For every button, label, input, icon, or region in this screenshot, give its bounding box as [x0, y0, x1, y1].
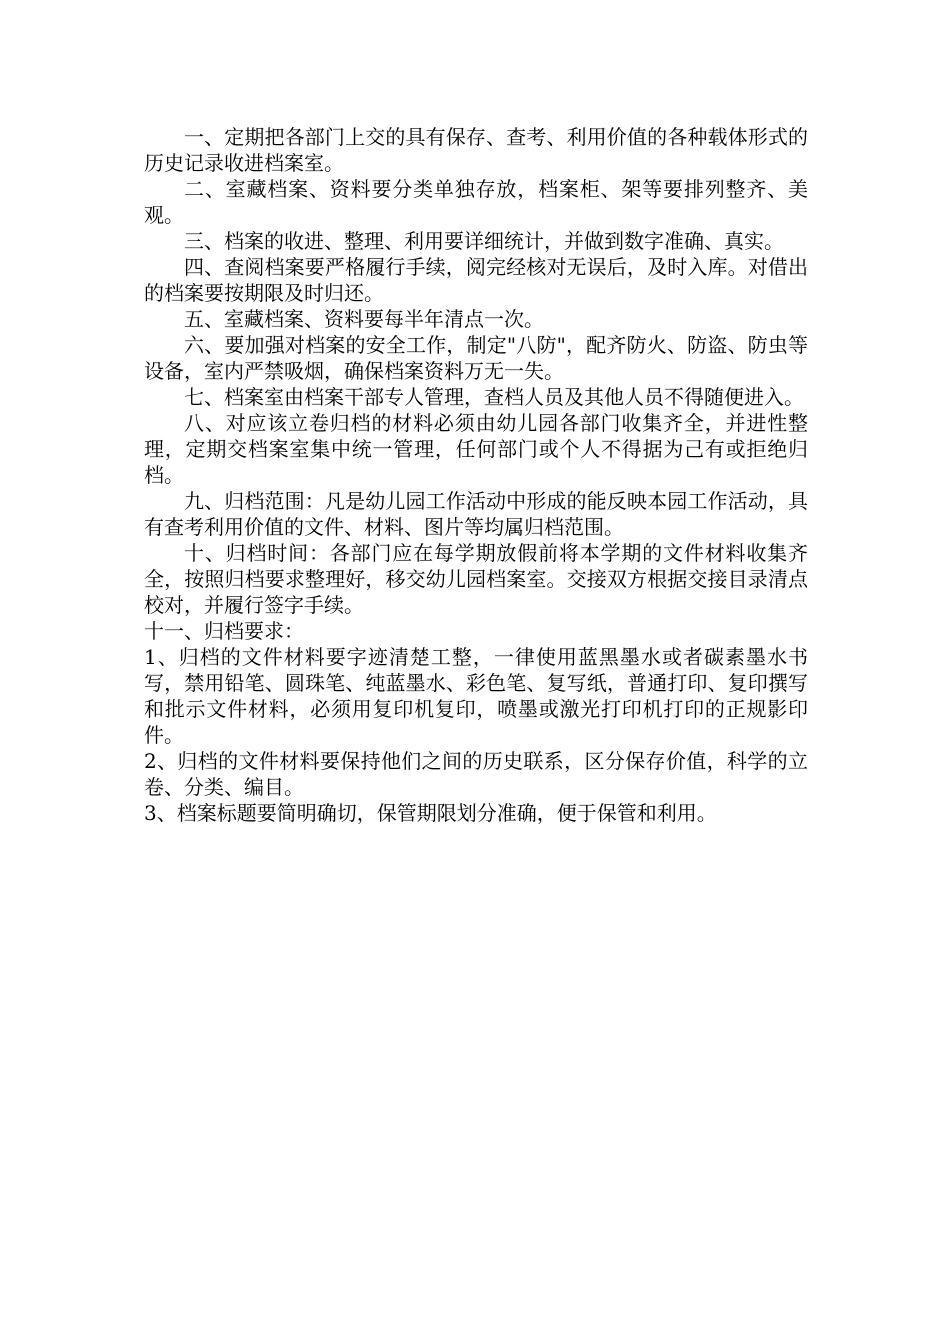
paragraph-4: 四、查阅档案要严格履行手续，阅完经核对无误后，及时入库。对借出的档案要按期限及时归还。 — [144, 255, 808, 305]
paragraph-7: 七、档案室由档案干部专人管理，查档人员及其他人员不得随便进入。 — [184, 385, 804, 409]
requirement-item-3: 3、档案标题要简明确切，保管期限划分准确，便于保管和利用。 — [144, 801, 717, 825]
paragraph-8: 八、对应该立卷归档的材料必须由幼儿园各部门收集齐全，并进性整理，定期交档案室集中统一管理，任何部门或个人不得据为己有或拒绝归档。 — [144, 411, 808, 487]
paragraph-1: 一、定期把各部门上交的具有保存、查考、利用价值的各种载体形式的历史记录收进档案室。 — [144, 125, 808, 175]
document-page — [144, 124, 808, 826]
paragraph-9: 九、归档范围：凡是幼儿园工作活动中形成的能反映本园工作活动，具有查考利用价值的文件、材料、图片等均属归档范围。 — [144, 489, 808, 539]
paragraph-3: 三、档案的收进、整理、利用要详细统计，并做到数字准确、真实。 — [184, 229, 784, 253]
requirement-item-1: 1、归档的文件材料要字迹清楚工整，一律使用蓝黑墨水或者碳素墨水书写，禁用铅笔、圆珠笔、纯蓝墨水、彩色笔、复写纸，普通打印、复印撰写和批示文件材料，必须用复印机复印，喷墨或激光打印机打印的正规影印件。 — [144, 645, 808, 747]
paragraph-10: 十、归档时间：各部门应在每学期放假前将本学期的文件材料收集齐全，按照归档要求整理好，移交幼儿园档案室。交接双方根据交接目录清点校对，并履行签字手续。 — [144, 541, 808, 617]
paragraph-2: 二、室藏档案、资料要分类单独存放，档案柜、架等要排列整齐、美观。 — [144, 177, 808, 227]
paragraph-11-heading: 十一、归档要求： — [144, 619, 304, 643]
paragraph-6: 六、要加强对档案的安全工作，制定"八防"，配齐防火、防盗、防虫等设备，室内严禁吸烟，确保档案资料万无一失。 — [144, 333, 808, 383]
requirement-item-2: 2、归档的文件材料要保持他们之间的历史联系，区分保存价值，科学的立卷、分类、编目。 — [144, 749, 808, 799]
paragraph-5: 五、室藏档案、资料要每半年清点一次。 — [184, 307, 544, 331]
